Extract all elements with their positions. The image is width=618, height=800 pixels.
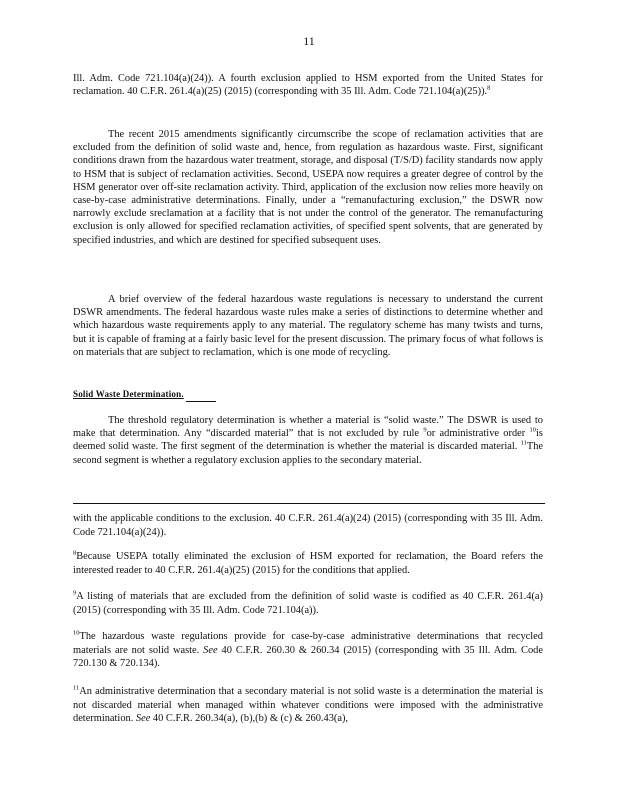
paragraph-1-text: Ill. Adm. Code 721.104(a)(24)). A fourth exclusion applied to HSM exported from the United States for reclamation. 40 C.F.R. 261.4(a)(25) (2015) (corresponding with 35 Ill. Adm. Code 721.104(a)(25)). [73, 73, 543, 98]
footnote-11-text-b: 40 C.F.R. 260.34(a), (b),(b) & (c) & 260.43(a), [150, 713, 349, 724]
footnote-9 [73, 590, 543, 617]
paragraph-4 [73, 414, 543, 467]
page-number: 11 [303, 34, 315, 48]
footnote-10-text-b: 40 C.F.R. 260.30 & 260.34 (2015) (corresponding with 35 Ill. Adm. Code 720.130 & 720.134). [73, 644, 543, 669]
footnote-8 [73, 550, 543, 577]
footnote-ref-8[interactable]: 8 [487, 84, 491, 92]
footnote-ref-10[interactable]: 10 [529, 426, 537, 434]
footnote-8-number: 8 [73, 549, 77, 557]
footnote-11-text-a: An administrative determination that a secondary material is not solid waste is a determination the material is not discarded material when managed within whatever conditions were imposed with the administrative determination. [73, 686, 543, 724]
paragraph-1 [73, 72, 543, 98]
footnote-ref-11[interactable]: 11 [520, 439, 527, 447]
footnote-11 [73, 685, 543, 726]
paragraph-4-text-d: The second segment is whether a regulatory exclusion applies to the secondary material. [73, 441, 543, 466]
footnote-10-text-a: The hazardous waste regulations provide for case-by-case administrative determinations that recycled materials are not solid waste. [73, 631, 543, 656]
footnote-9-text: A listing of materials that are excluded from the definition of solid waste is codified as 40 C.F.R. 261.4(a) (2015) (corresponding with 35 Ill. Adm. Code 721.104(a)). [73, 591, 543, 616]
footnote-11-number: 11 [73, 684, 80, 692]
footnote-continued: with the applicable conditions to the exclusion. 40 C.F.R. 261.4(a)(24) (2015) (corresponding with 35 Ill. Adm. Code 721.104(a)(24)). [73, 513, 543, 538]
footnote-10 [73, 630, 543, 671]
footnote-9-number: 9 [73, 589, 77, 597]
footnote-10-see: See [203, 644, 218, 656]
paragraph-4-text-a: The threshold regulatory determination is whether a material is “solid waste.” The DSWR is used to make that determination. Any “discarded material” that is not excluded by rule [73, 415, 543, 440]
paragraph-2: The recent 2015 amendments significantly circumscribe the scope of reclamation activities that are excluded from the definition of solid waste and, hence, from regulation as hazardous waste. First, significant conditions drawn from the hazardous water treatment, storage, and disposal (T/S/D) facility standards now apply to HSM that is subject of reclamation activities. Second, USEPA now requires a greater degree of control by the HSM generator over off-site reclamation activity. Third, application of the exclusion now relies more heavily on case-by-case administrative determinations. Finally, under a “remanufacturing exclusion,” the DSWR now narrowly exclude sreclamation at a facility that is not under the control of the generator. The remanufacturing exclusion is only allowed for specified reclamation activities, of specified spent solvents, that are generated by specified industries, and which are destined for specified subsequent uses. [73, 129, 543, 246]
paragraph-4-text-c: is deemed solid waste. The first segment of the determination is whether the material is discarded material. [73, 428, 543, 453]
paragraph-4-text-b: or administrative order [426, 428, 530, 440]
section-heading: Solid Waste Determination. [73, 389, 184, 399]
footnote-ref-9[interactable]: 9 [423, 426, 427, 434]
heading-underline [186, 401, 216, 402]
paragraph-3: A brief overview of the federal hazardous waste regulations is necessary to understand the current DSWR amendments. The federal hazardous waste rules make a series of distinctions to determine whether and which hazardous waste requirements apply to any material. The regulatory scheme has many twists and turns, but it is capable of framing at a fairly basic level for the present discussion. The primary focus of what follows is on materials that are subject to reclamation, which is one mode of recycling. [73, 294, 543, 358]
footnote-11-see: See [135, 713, 151, 724]
footnote-8-text: Because USEPA totally eliminated the exclusion of HSM exported for reclamation, the Board refers the interested reader to 40 C.F.R. 261.4(a)(25) (2015) for the conditions that applied. [73, 551, 543, 576]
footnote-10-number: 10 [73, 629, 80, 637]
footnote-divider [73, 503, 545, 504]
